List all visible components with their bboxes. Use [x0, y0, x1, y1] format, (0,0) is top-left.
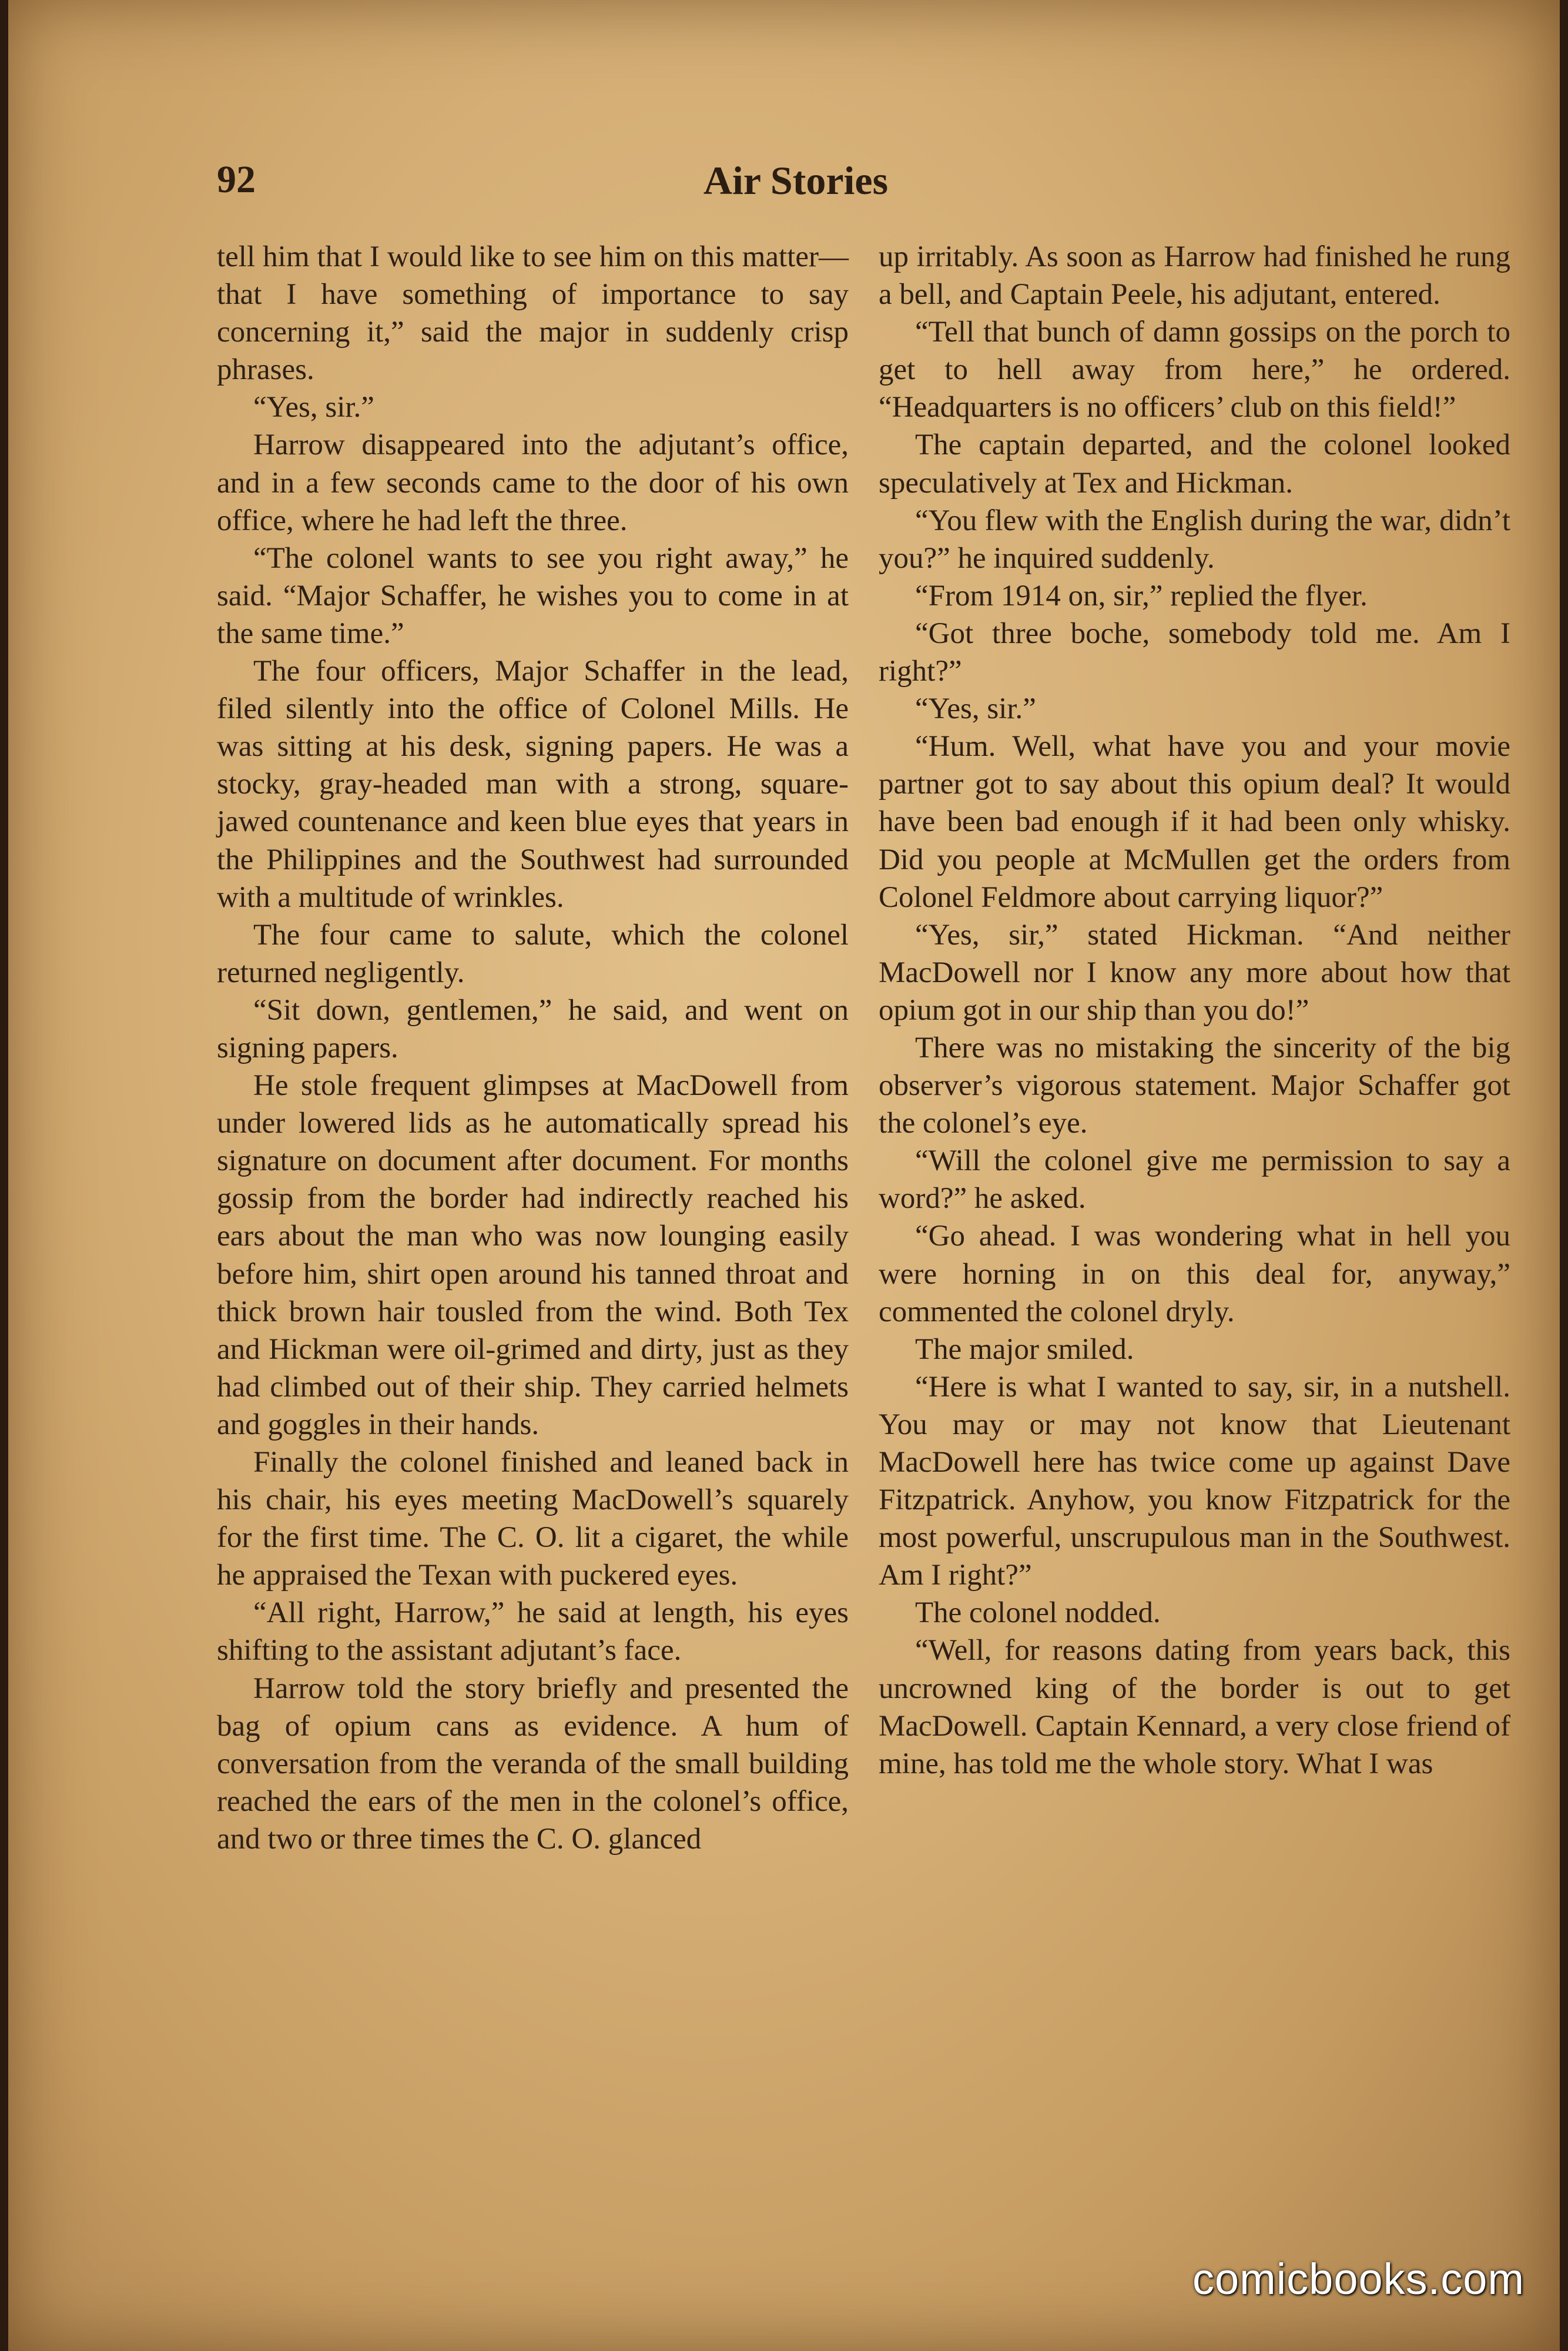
running-head: Air Stories [703, 158, 889, 203]
paragraph: up irritably. As soon as Harrow had finished he rung a bell, and Captain Peele, his adjutant, entered. [879, 240, 1510, 312]
paragraph: The four came to salute, which the colonel returned negligently. [217, 918, 849, 989]
paragraph: The captain departed, and the colonel looked speculatively at Tex and Hickman. [879, 428, 1510, 500]
right-text-column [879, 238, 1510, 1783]
left-text-column [217, 238, 849, 1858]
paragraph: tell him that I would like to see him on this matter—that I have something of importance to say concerning it,” said the major in suddenly crisp phrases. [217, 240, 849, 387]
paragraph: “You flew with the English during the war, didn’t you?” he inquired suddenly. [879, 504, 1510, 575]
page-number: 92 [217, 158, 256, 201]
paragraph: Harrow disappeared into the adjutant’s office, and in a few seconds came to the door of his own office, where he had left the three. [217, 428, 849, 537]
paragraph: Finally the colonel finished and leaned back in his chair, his eyes meeting MacDowell’s squarely for the first time. The C. O. lit a cigaret, the while he appraised the Texan with puckered eyes. [217, 1446, 849, 1592]
paragraph: The colonel nodded. [915, 1596, 1161, 1630]
paragraph: “From 1914 on, sir,” replied the flyer. [915, 579, 1368, 612]
paragraph: The major smiled. [915, 1332, 1134, 1366]
paragraph: There was no mistaking the sincerity of the big observer’s vigorous statement. Major Schaffer got the colonel’s eye. [879, 1031, 1510, 1140]
paragraph: “Tell that bunch of damn gossips on the porch to get to hell away from here,” he ordered. “Headquarters is no officers’ club on this field!” [879, 316, 1510, 424]
paragraph: “The colonel wants to see you right away,” he said. “Major Schaffer, he wishes you to come in at the same time.” [217, 541, 849, 650]
paragraph: “All right, Harrow,” he said at length, his eyes shifting to the assistant adjutant’s face. [217, 1596, 849, 1667]
book-page [8, 0, 1560, 2351]
paragraph: “Will the colonel give me permission to say a word?” he asked. [879, 1144, 1510, 1215]
site-watermark: comicbooks.com [1192, 2255, 1525, 2303]
paragraph: Harrow told the story briefly and presented the bag of opium cans as evidence. A hum of conversation from the veranda of the small building reached the ears of the men in the colonel’s office, and two or three times the C. O. glanced [217, 1672, 849, 1856]
paragraph: He stole frequent glimpses at MacDowell from under lowered lids as he automatically spread his signature on document after document. For months gossip from the border had indirectly reached his ears about the man who was now lounging easily before him, shirt open around his tanned throat and thick brown hair tousled from the wind. Both Tex and Hickman were oil-grimed and dirty, just as they had climbed out of their ship. They carried helmets and goggles in their hands. [217, 1069, 849, 1441]
paragraph: “Sit down, gentlemen,” he said, and went on signing papers. [217, 993, 849, 1064]
paragraph: “Well, for reasons dating from years back, this uncrowned king of the border is out to get MacDowell. Captain Kennard, a very close friend of mine, has told me the whole story. What I was [879, 1634, 1510, 1780]
paragraph: “Go ahead. I was wondering what in hell you were horning in on this deal for, anyway,” commented the colonel dryly. [879, 1220, 1510, 1328]
paragraph: “Hum. Well, what have you and your movie partner got to say about this opium deal? It would have been bad enough if it had been only whisky. Did you people at McMullen get the orders from Colonel Feldmore about carrying liquor?” [879, 730, 1510, 914]
paragraph: “Yes, sir.” [253, 391, 374, 424]
paragraph: The four officers, Major Schaffer in the lead, filed silently into the office of Colonel Mills. He was sitting at his desk, signing papers. He was a stocky, gray-headed man with a strong, square-jawed countenance and keen blue eyes that years in the Philippines and the Southwest had surrounded with a multitude of wrinkles. [217, 655, 849, 914]
paragraph: “Yes, sir.” [915, 692, 1036, 726]
paragraph: “Got three boche, somebody told me. Am I right?” [879, 617, 1510, 688]
paragraph: “Here is what I wanted to say, sir, in a nutshell. You may or may not know that Lieutenant MacDowell here has twice come up against Dave Fitzpatrick. Anyhow, you know Fitzpatrick for the most powerful, unscrupulous man in the Southwest. Am I right?” [879, 1370, 1510, 1592]
paragraph: “Yes, sir,” stated Hickman. “And neither MacDowell nor I know any more about how that opium got in our ship than you do!” [879, 918, 1510, 1027]
